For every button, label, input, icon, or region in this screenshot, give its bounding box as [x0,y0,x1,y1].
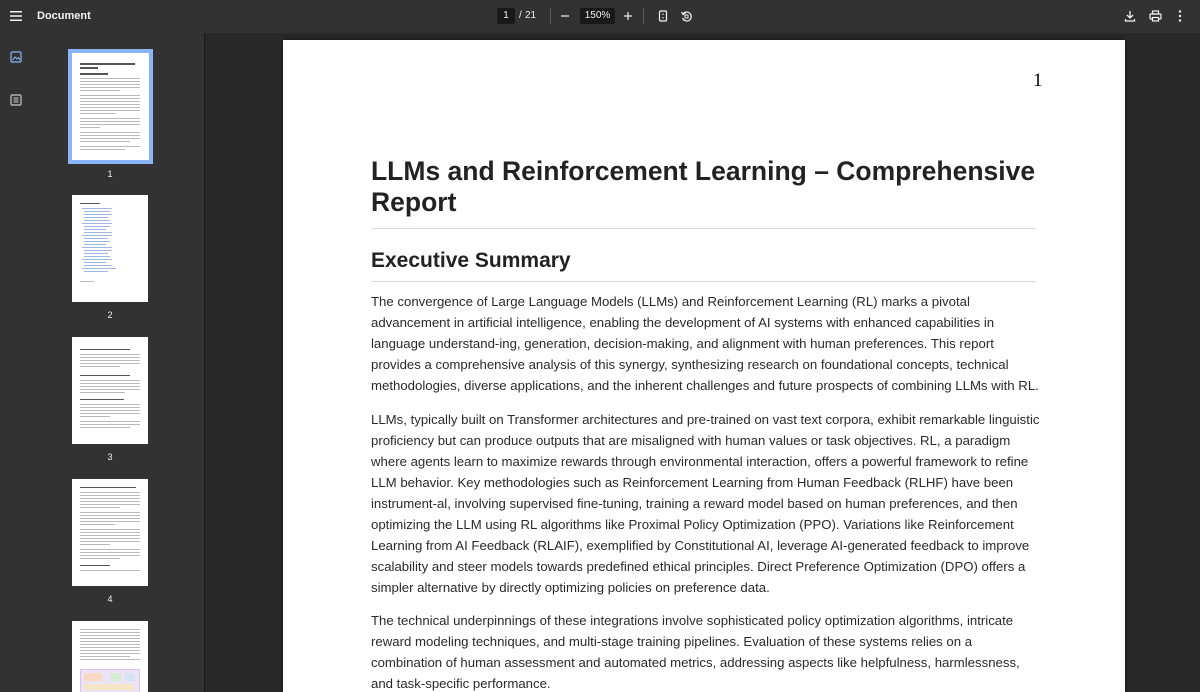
pdf-toolbar [0,0,1200,33]
thumbnail-label: 2 [107,310,113,320]
thumbnail-label: 3 [107,452,113,462]
section-heading: Executive Summary [371,249,571,272]
menu-icon[interactable] [6,6,26,26]
page-thumbnail-2[interactable] [72,195,148,302]
document-title: Document [37,10,91,22]
total-pages: 21 [525,10,537,21]
download-icon[interactable] [1121,7,1139,25]
outline-icon[interactable] [8,92,24,108]
print-icon[interactable] [1146,7,1164,25]
page-thumbnail-1[interactable] [68,49,153,164]
thumbnail-panel [32,33,204,692]
toolbar-divider [643,8,644,24]
zoom-level-input[interactable]: 150% [580,8,615,24]
zoom-in-icon[interactable] [619,7,637,25]
paragraph: LLMs, typically built on Transformer architectures and pre-trained on vast text corpora, exhibit remarkable linguistic proficiency but can produce outputs that are misaligned with human values or task objectives. RL, a paradigm where agents learn to maximize rewards through environmental interaction, offers a powerful framework to refine LLM behavior. Key methodologies such as Reinforcement Learning from Human Feedback (RLHF) have been instrument-al, involving supervised fine-tuning, training a reward model based on human preferences, and then optimizing the LLM using RL algorithms like Proximal Policy Optimization (PPO). Variations like Reinforcement Learning from AI Feedback (RLAIF), exemplified by Constitutional AI, leverage AI-generated feedback to improve scalability and steer models towards predefined ethical principles. Direct Preference Optimization (DPO) offers a simpler alternative by directly optimizing policies on preference data. [371,412,1040,595]
fit-page-icon[interactable] [654,7,672,25]
document-viewer[interactable] [205,33,1200,692]
page-thumbnail-5[interactable] [72,621,148,692]
paragraph: The technical underpinnings of these integrations involve sophisticated policy optimization algorithms, intricate reward modeling techniques, and multi-stage training pipelines. Evaluation of these systems relies on a combination of human assessment and automated metrics, addressing aspects like helpfulness, harmlessness, and task-specific performance. [371,613,1020,691]
more-icon[interactable] [1171,7,1189,25]
thumbnail-label: 4 [107,594,113,604]
rotate-icon[interactable] [677,7,695,25]
document-heading: LLMs and Reinforcement Learning – Comprehensive Report [371,156,1036,217]
paragraph: The convergence of Large Language Models (LLMs) and Reinforcement Learning (RL) marks a pivotal advancement in artificial intelligence, enabling the development of AI systems with enhanced capabilities in language understand-ing, generation, decision-making, and alignment with human preferences. This report provides a comprehensive analysis of this synergy, synthesizing research on foundational concepts, technical methodologies, diverse applications, and the inherent challenges and future prospects of combining LLMs with RL. [371,294,1039,393]
page-thumbnail-3[interactable] [72,337,148,444]
thumbnails-icon[interactable] [8,49,24,65]
section-rule [371,281,1036,282]
page-number-input[interactable]: 1 [497,8,515,24]
document-page [283,40,1125,692]
page-number: 1 [1033,70,1043,91]
heading-rule [371,228,1036,229]
diagram-thumbnail [80,669,140,692]
page-separator: / [519,10,522,21]
sidebar-rail [0,33,32,692]
thumbnail-label: 1 [107,169,113,179]
page-thumbnail-4[interactable] [72,479,148,586]
zoom-out-icon[interactable] [556,7,574,25]
toolbar-divider [550,8,551,24]
